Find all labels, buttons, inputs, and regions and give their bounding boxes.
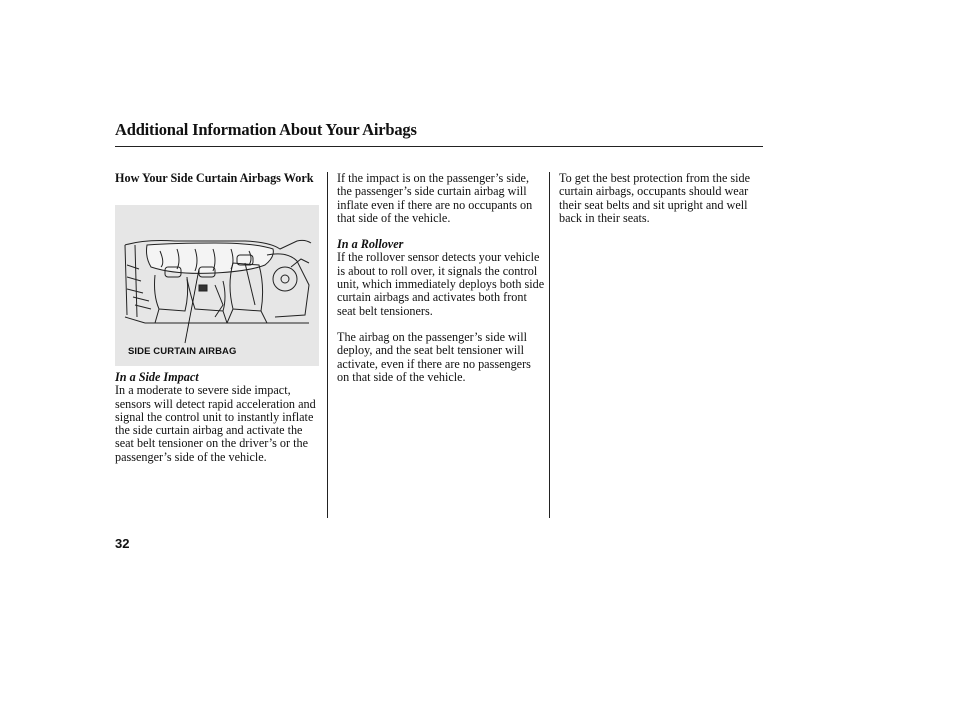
page-number: 32 [115, 536, 130, 551]
passenger-impact-paragraph: If the impact is on the passenger’s side, the passenger’s side curtain airbag will inflate even if there are no occupants on that side of the vehicle. [337, 171, 533, 225]
column-1-body [115, 371, 320, 464]
column-1 [115, 172, 320, 185]
rollover-subhead: In a Rollover [337, 237, 404, 252]
column1-heading: How Your Side Curtain Airbags Work [115, 171, 314, 185]
section-title: Additional Information About Your Airbags [115, 120, 417, 139]
title-divider [115, 146, 763, 147]
car-interior-illustration [115, 205, 319, 366]
column-2 [337, 172, 545, 384]
column-divider-1 [327, 172, 328, 518]
best-protection-paragraph: To get the best protection from the side curtain airbags, occupants should wear their seat belts and sit upright and well back in their seats. [559, 171, 751, 225]
passenger-side-deploy-paragraph: The airbag on the passenger’s side will deploy, and the seat belt tensioner will activate, even if there are no passengers on that side of the vehicle. [337, 329, 531, 384]
side-impact-paragraph: In a moderate to severe side impact, sensors will detect rapid acceleration and signal the control unit to instantly inflate the side curtain airbag and activate the seat belt tensioner on the driver’s or the passenger’s side of the vehicle. [115, 383, 316, 464]
rollover-paragraph: If the rollover sensor detects your vehicle is about to roll over, it signals the control unit, which immediately deploys both side curtain airbags and activates both front seat belt tensioners. [337, 250, 545, 318]
figure-caption: SIDE CURTAIN AIRBAG [128, 346, 237, 357]
side-curtain-airbag-figure [115, 205, 319, 366]
column-divider-2 [549, 172, 550, 518]
column-3 [559, 172, 764, 225]
side-impact-subhead: In a Side Impact [115, 370, 199, 384]
